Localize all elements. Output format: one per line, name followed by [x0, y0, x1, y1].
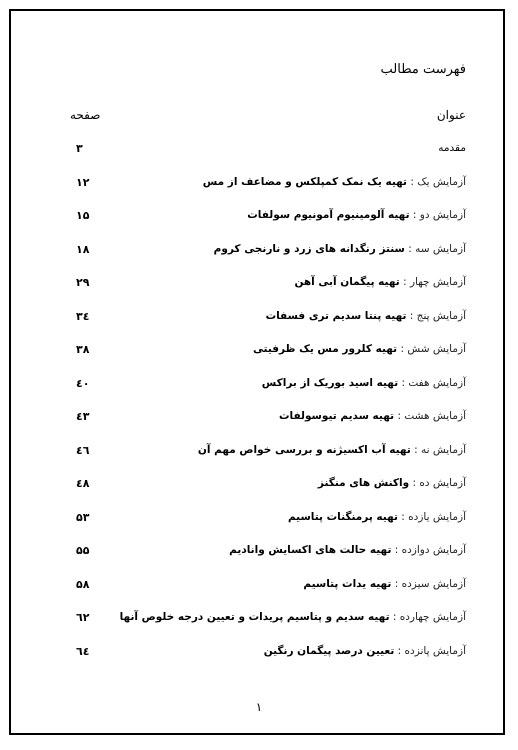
- toc-header-row: [52, 108, 466, 126]
- toc-entry-text: [229, 544, 466, 556]
- toc-entry-prefix: آزمایش سیزده :: [394, 577, 466, 590]
- toc-entry-text: [262, 377, 466, 389]
- toc-entry-page: ۱۸: [76, 242, 90, 256]
- toc-entry-text: [318, 477, 466, 489]
- toc-entry-page: ٤۳: [76, 410, 90, 423]
- toc-entry-title: تهیه اسید بوریک از براکس: [261, 376, 399, 389]
- toc-entry-title: تهیه سدیم و پتاسیم پریدات و تعیین درجه خلوص آنها: [119, 611, 390, 623]
- toc-entry-page: ٦۲: [76, 611, 90, 624]
- toc-entry-prefix: آزمایش یک :: [410, 175, 466, 188]
- column-title-header: عنوان: [436, 108, 466, 122]
- toc-entry-text: [266, 310, 466, 322]
- toc-entry-text: [294, 276, 466, 288]
- toc-entry-page: ۳٤: [76, 309, 90, 323]
- toc-entry-page: ٤٦: [76, 443, 90, 457]
- toc-entry-title: تهیه پرمنگنات پتاسیم: [287, 510, 398, 523]
- toc-entry-title: تهیه یدات پتاسیم: [303, 577, 392, 590]
- toc-entry-text: [120, 611, 466, 623]
- toc-entry-page: ۳۸: [76, 343, 90, 356]
- toc-entry[interactable]: [52, 473, 466, 507]
- toc-entry-title: تهیه آب اکسیژنه و بررسی خواص مهم آن: [197, 443, 411, 456]
- toc-entry-page: ٦٤: [76, 644, 90, 658]
- toc-entry[interactable]: [52, 306, 466, 340]
- toc-entry-text: [253, 343, 466, 355]
- toc-entry[interactable]: [52, 172, 466, 206]
- toc-entries: [52, 138, 466, 674]
- toc-entry-prefix: آزمایش پنج :: [409, 309, 466, 322]
- toc-entry-title: تهیه حالت های اکسایش وانادیم: [229, 544, 392, 556]
- toc-entry[interactable]: [52, 540, 466, 574]
- column-page-header: صفحه: [70, 108, 101, 122]
- toc-entry-prefix: آزمایش یازده :: [401, 510, 466, 523]
- toc-entry-prefix: آزمایش ده :: [412, 477, 466, 489]
- toc-entry-page: ۲۹: [76, 276, 90, 289]
- toc-entry-prefix: آزمایش چهارده :: [392, 611, 466, 623]
- toc-entry-page: ۵۳: [76, 510, 90, 524]
- toc-entry-prefix: آزمایش هشت :: [397, 410, 466, 422]
- toc-entry-prefix: آزمایش نه :: [414, 443, 466, 456]
- toc-entry-text: [279, 410, 466, 422]
- toc-entry[interactable]: [52, 507, 466, 541]
- toc-entry-title: تهیه آلومینیوم آمونیوم سولفات: [247, 209, 410, 221]
- toc-entry[interactable]: [52, 440, 466, 474]
- toc-entry-title: تهیه کلرور مس یک ظرفیتی: [252, 343, 398, 355]
- page-number: ۱: [255, 700, 263, 714]
- toc-entry[interactable]: [52, 607, 466, 641]
- toc-entry-text: [264, 645, 466, 657]
- toc-entry-label: مقدمه: [438, 142, 466, 154]
- toc-entry-page: ۱۲: [76, 175, 90, 189]
- toc-entry-title: تهیه پنتا سدیم تری فسفات: [265, 309, 407, 322]
- toc-entry-page: ٤۰: [76, 376, 90, 390]
- toc-entry-prefix: آزمایش سه :: [408, 242, 466, 255]
- toc-entry-title: تهیه سدیم تیوسولفات: [278, 410, 395, 422]
- toc-entry-title: تهیه پیگمان آبی آهن: [294, 276, 400, 288]
- toc-entry-text: [198, 444, 466, 456]
- toc-entry-intro[interactable]: [52, 138, 466, 172]
- toc-entry-prefix: آزمایش دوازده :: [394, 544, 466, 556]
- toc-entry-text: [247, 209, 466, 221]
- toc-entry[interactable]: [52, 239, 466, 273]
- toc-entry-text: [203, 176, 466, 188]
- toc-entry-page: ۳: [76, 142, 83, 155]
- toc-entry[interactable]: [52, 205, 466, 239]
- toc-entry[interactable]: [52, 339, 466, 373]
- toc-entry-title: سنتز رنگدانه های زرد و نارنجی کروم: [213, 242, 405, 255]
- toc-entry-page: ۵۵: [76, 544, 90, 557]
- toc-entry-title: تهیه یک نمک کمپلکس و مضاعف از مس: [202, 175, 407, 188]
- toc-entry-page: ۵۸: [76, 577, 90, 591]
- toc-entry-page: ۱۵: [76, 209, 90, 222]
- toc-title: فهرست مطالب: [380, 62, 466, 77]
- toc-entry[interactable]: [52, 574, 466, 608]
- toc-entry[interactable]: [52, 641, 466, 675]
- toc-entry-title: واکنش های منگنز: [317, 477, 410, 489]
- toc-entry[interactable]: [52, 272, 466, 306]
- toc-entry[interactable]: [52, 406, 466, 440]
- toc-entry-prefix: آزمایش شش :: [400, 343, 466, 355]
- toc-entry-prefix: آزمایش هفت :: [401, 376, 466, 389]
- toc-entry-text: [288, 511, 466, 523]
- toc-entry-page: ٤۸: [76, 477, 90, 490]
- toc-entry-text: [214, 243, 466, 255]
- toc-entry-prefix: آزمایش چهار :: [403, 276, 466, 288]
- toc-entry-text: [303, 578, 466, 590]
- toc-entry-prefix: آزمایش دو :: [412, 209, 466, 221]
- toc-entry-title: تعیین درصد پیگمان رنگین: [263, 644, 395, 657]
- toc-entry-prefix: آزمایش پانزده :: [397, 644, 466, 657]
- toc-entry[interactable]: [52, 373, 466, 407]
